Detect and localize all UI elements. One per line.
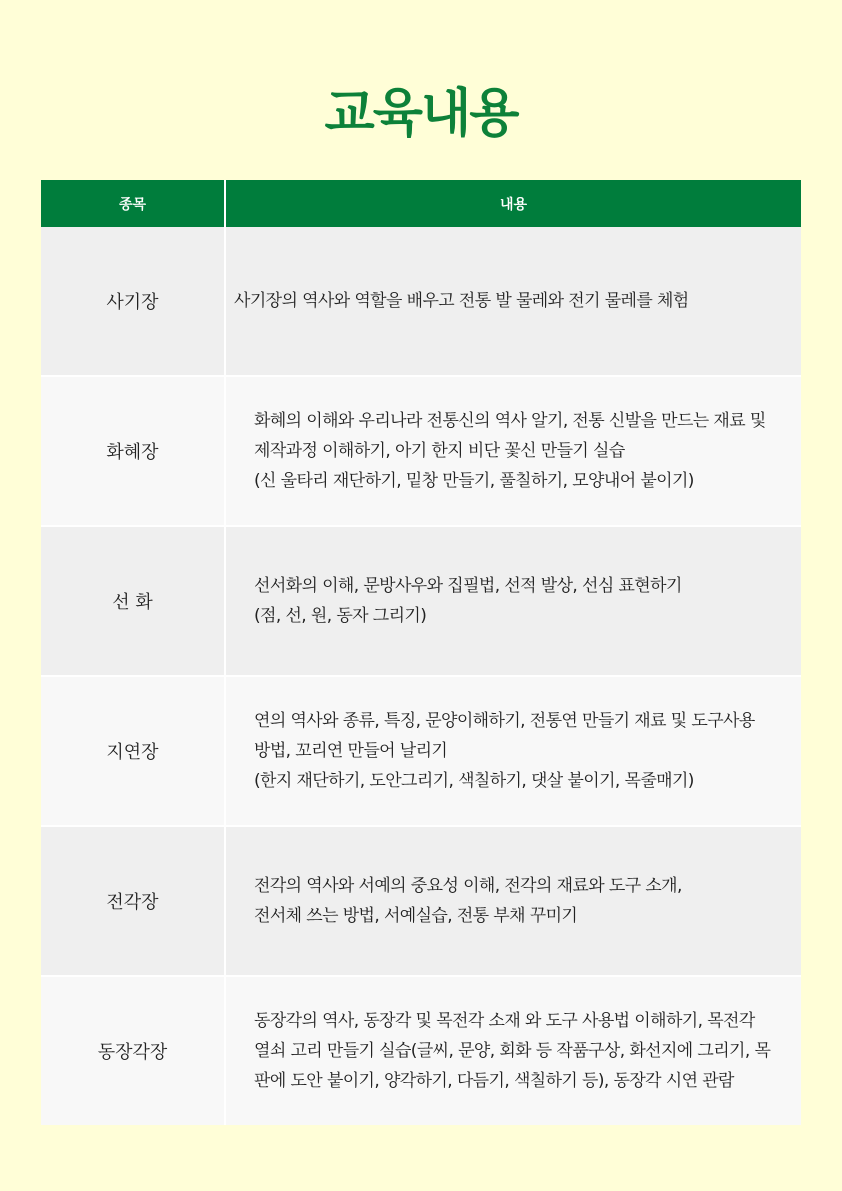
table-row bbox=[41, 377, 801, 525]
subject-content bbox=[226, 527, 801, 675]
table-row bbox=[41, 677, 801, 825]
table-row bbox=[41, 227, 801, 375]
content-line: 판에 도안 붙이기, 양각하기, 다듬기, 색칠하기 등), 동장각 시연 관람 bbox=[254, 1071, 734, 1091]
subject-name: 동장각장 bbox=[41, 977, 226, 1125]
subject-name: 전각장 bbox=[41, 827, 226, 975]
subject-content bbox=[226, 827, 801, 975]
content-line: 방법, 꼬리연 만들어 날리기 bbox=[254, 741, 448, 761]
subject-content bbox=[226, 227, 801, 375]
subject-content bbox=[226, 977, 801, 1125]
table-row bbox=[41, 527, 801, 675]
content-line: 사기장의 역사와 역할을 배우고 전통 발 물레와 전기 물레를 체험 bbox=[234, 291, 689, 311]
curriculum-table bbox=[41, 180, 801, 1125]
content-line: 선서화의 이해, 문방사우와 집필법, 선적 발상, 선심 표현하기 bbox=[254, 576, 682, 596]
page-title: 교육내용 bbox=[324, 84, 518, 144]
content-line: 전서체 쓰는 방법, 서예실습, 전통 부채 꾸미기 bbox=[254, 906, 578, 926]
subject-content bbox=[226, 677, 801, 825]
subject-name: 사기장 bbox=[41, 227, 226, 375]
header-content: 내용 bbox=[226, 180, 801, 227]
subject-name: 화혜장 bbox=[41, 377, 226, 525]
content-line: 제작과정 이해하기, 아기 한지 비단 꽃신 만들기 실습 bbox=[254, 441, 625, 461]
content-line: (점, 선, 원, 동자 그리기) bbox=[254, 606, 427, 626]
content-line: 전각의 역사와 서예의 중요성 이해, 전각의 재료와 도구 소개, bbox=[254, 876, 682, 896]
table-row bbox=[41, 827, 801, 975]
content-line: 화혜의 이해와 우리나라 전통신의 역사 알기, 전통 신발을 만드는 재료 및 bbox=[254, 411, 766, 431]
content-line: 동장각의 역사, 동장각 및 목전각 소재 와 도구 사용법 이해하기, 목전각 bbox=[254, 1011, 755, 1031]
table-body bbox=[41, 227, 801, 1125]
header-subject: 종목 bbox=[41, 180, 226, 227]
content-line: (한지 재단하기, 도안그리기, 색칠하기, 댓살 붙이기, 목줄매기) bbox=[254, 771, 694, 791]
table-row bbox=[41, 977, 801, 1125]
content-line: 열쇠 고리 만들기 실습(글씨, 문양, 회화 등 작품구상, 화선지에 그리기, 목 bbox=[254, 1041, 771, 1061]
table-header bbox=[41, 180, 801, 227]
subject-name: 지연장 bbox=[41, 677, 226, 825]
content-line: (신 울타리 재단하기, 밑창 만들기, 풀칠하기, 모양내어 붙이기) bbox=[254, 471, 694, 491]
subject-content bbox=[226, 377, 801, 525]
subject-name: 선 화 bbox=[41, 527, 226, 675]
content-line: 연의 역사와 종류, 특징, 문양이해하기, 전통연 만들기 재료 및 도구사용 bbox=[254, 711, 755, 731]
